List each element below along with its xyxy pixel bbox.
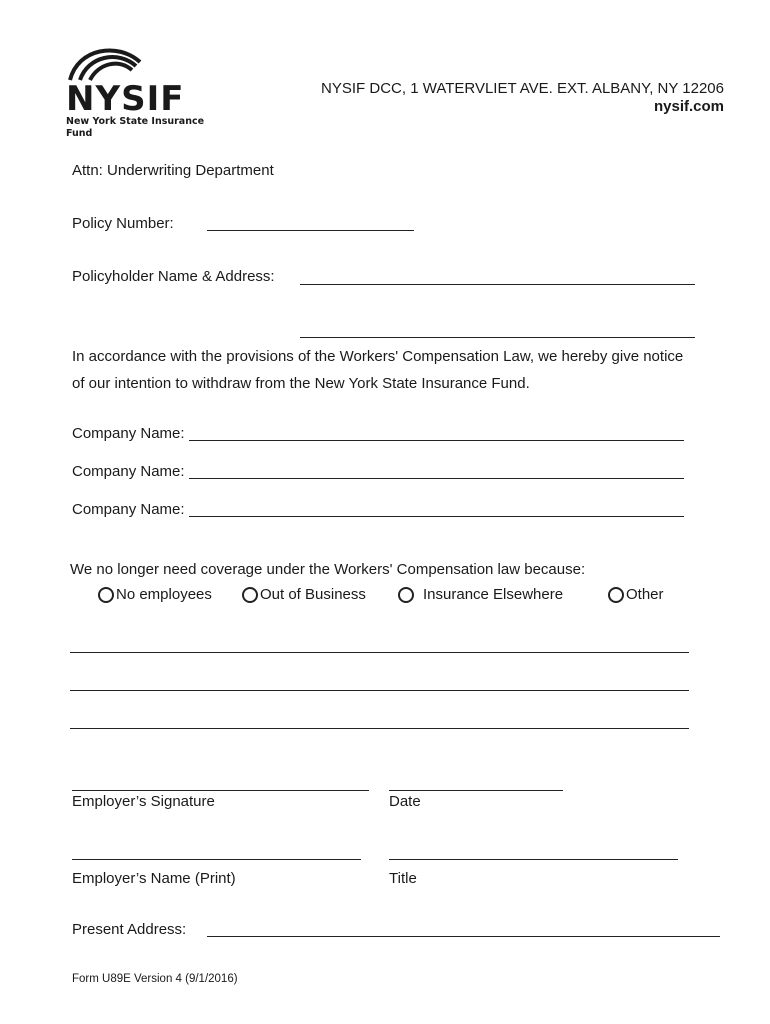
- radio-circle-icon[interactable]: [398, 587, 414, 603]
- company-name-label-1: Company Name:: [72, 425, 185, 442]
- logo-arc-icon: [66, 44, 146, 84]
- employer-signature-label: Employer’s Signature: [72, 793, 215, 810]
- explanation-line-2[interactable]: [70, 674, 689, 691]
- date-field[interactable]: [389, 774, 563, 791]
- nysif-logo: [66, 44, 216, 139]
- employer-name-label: Employer’s Name (Print): [72, 870, 236, 887]
- reason-prompt: We no longer need coverage under the Workers' Compensation law because:: [70, 561, 586, 578]
- company-name-field-3[interactable]: [189, 500, 684, 517]
- company-name-field-2[interactable]: [189, 462, 684, 479]
- policyholder-label: Policyholder Name & Address:: [72, 268, 275, 285]
- notice-line-1: In accordance with the provisions of the Workers' Compensation Law, we hereby give notice: [72, 348, 684, 365]
- company-name-label-3: Company Name:: [72, 501, 185, 518]
- present-address-label: Present Address:: [72, 921, 187, 938]
- option-label: Insurance Elsewhere: [423, 586, 564, 603]
- notice-line-2: of our intention to withdraw from the New York State Insurance Fund.: [72, 375, 530, 392]
- radio-circle-icon[interactable]: [242, 587, 258, 603]
- header-address: NYSIF DCC, 1 WATERVLIET AVE. EXT. ALBANY, NY 12206: [321, 80, 724, 97]
- policy-number-field[interactable]: [207, 214, 414, 231]
- explanation-line-1[interactable]: [70, 636, 689, 653]
- employer-signature-field[interactable]: [72, 774, 369, 791]
- title-field[interactable]: [389, 843, 678, 860]
- company-name-label-2: Company Name:: [72, 463, 185, 480]
- present-address-field[interactable]: [207, 920, 720, 937]
- employer-name-field[interactable]: [72, 843, 361, 860]
- option-label: No employees: [116, 586, 212, 603]
- company-name-field-1[interactable]: [189, 424, 684, 441]
- logo-wordmark: NYSIF: [66, 79, 185, 119]
- option-label: Other: [626, 586, 664, 603]
- radio-circle-icon[interactable]: [608, 587, 624, 603]
- date-label: Date: [389, 793, 421, 810]
- header-website: nysif.com: [653, 98, 724, 115]
- policy-number-label: Policy Number:: [72, 215, 174, 232]
- explanation-line-3[interactable]: [70, 712, 689, 729]
- policyholder-field-line1[interactable]: [300, 268, 695, 285]
- option-out-of-business[interactable]: [242, 583, 366, 607]
- attn-line: Attn: Underwriting Department: [72, 162, 274, 179]
- logo-subtitle: New York State Insurance Fund: [66, 116, 205, 139]
- radio-circle-icon[interactable]: [98, 587, 114, 603]
- policyholder-field-line2[interactable]: [300, 321, 695, 338]
- option-insurance-elsewhere[interactable]: [398, 583, 563, 607]
- title-label: Title: [389, 870, 417, 887]
- option-no-employees[interactable]: [98, 583, 212, 607]
- option-label: Out of Business: [260, 586, 366, 603]
- option-other[interactable]: [608, 583, 664, 607]
- form-version-footer: Form U89E Version 4 (9/1/2016): [72, 973, 238, 985]
